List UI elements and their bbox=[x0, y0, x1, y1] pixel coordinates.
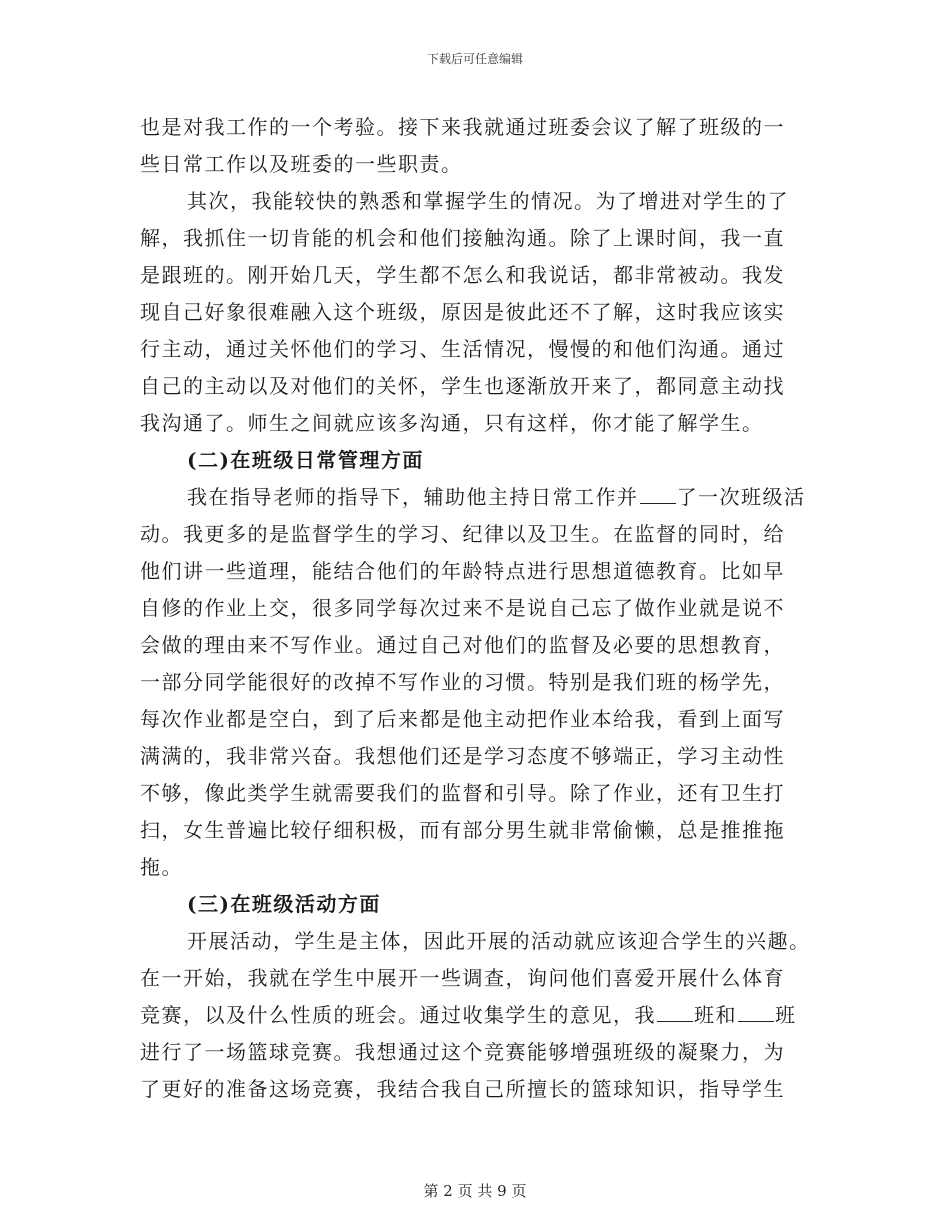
text-line: 一部分同学能很好的改掉不写作业的习惯。特别是我们班的杨学先， bbox=[140, 670, 785, 694]
text-line: 了更好的准备这场竞赛，我结合我自己所擅长的篮球知识，指导学生 bbox=[140, 1077, 785, 1101]
text-line: 些日常工作以及班委的一些职责。 bbox=[140, 152, 463, 176]
text-line: 开展活动，学生是主体，因此开展的活动就应该迎合学生的兴趣。 bbox=[187, 929, 811, 953]
text-segment: 班和 bbox=[694, 1003, 737, 1027]
text-segment: 班 bbox=[775, 1003, 797, 1027]
text-line: 我沟通了。师生之间就应该多沟通，只有这样，你才能了解学生。 bbox=[140, 411, 764, 435]
text-line: 进行了一场篮球竞赛。我想通过这个竞赛能够增强班级的凝聚力，为 bbox=[140, 1040, 785, 1064]
page-header-note: 下载后可任意编辑 bbox=[426, 52, 523, 66]
text-line: 在一开始，我就在学生中展开一些调查，询问他们喜爱开展什么体育 bbox=[140, 966, 785, 990]
text-line: 每次作业都是空白，到了后来都是他主动把作业本给我，看到上面写 bbox=[140, 707, 785, 731]
text-line bbox=[187, 485, 806, 509]
text-segment: 竞赛，以及什么性质的班会。通过收集学生的意见，我 bbox=[140, 1003, 656, 1027]
text-line: 自己的主动以及对他们的关怀，学生也逐渐放开来了，都同意主动找 bbox=[140, 374, 785, 398]
text-line: 不够，像此类学生就需要我们的监督和引导。除了作业，还有卫生打 bbox=[140, 781, 785, 805]
fill-blank bbox=[738, 1003, 774, 1022]
text-line: 也是对我工作的一个考验。接下来我就通过班委会议了解了班级的一 bbox=[140, 115, 785, 139]
text-line: 他们讲一些道理，能结合他们的年龄特点进行思想道德教育。比如早 bbox=[140, 559, 785, 583]
text-segment: 了一次班级活 bbox=[676, 485, 806, 509]
text-line: 动。我更多的是监督学生的学习、纪律以及卫生。在监督的同时，给 bbox=[140, 522, 785, 546]
text-line: 现自己好象很难融入这个班级，原因是彼此还不了解，这时我应该实 bbox=[140, 300, 785, 324]
text-line: 行主动，通过关怀他们的学习、生活情况，慢慢的和他们沟通。通过 bbox=[140, 337, 785, 361]
text-line bbox=[140, 1003, 797, 1027]
text-line: 扫，女生普遍比较仔细积极，而有部分男生就非常偷懒，总是推推拖 bbox=[140, 818, 785, 842]
fill-blank bbox=[657, 1003, 693, 1022]
text-line: 会做的理由来不写作业。通过自己对他们的监督及必要的思想教育， bbox=[140, 633, 785, 657]
text-line: 自修的作业上交，很多同学每次过来不是说自己忘了做作业就是说不 bbox=[140, 596, 785, 620]
text-line: 其次，我能较快的熟悉和掌握学生的情况。为了增进对学生的了 bbox=[187, 189, 789, 213]
section-heading: (二)在班级日常管理方面 bbox=[187, 448, 424, 472]
section-heading: (三)在班级活动方面 bbox=[187, 892, 381, 916]
page-number: 第 2 页 共 9 页 bbox=[423, 1182, 527, 1200]
text-line: 满满的，我非常兴奋。我想他们还是学习态度不够端正，学习主动性 bbox=[140, 744, 785, 768]
text-line: 是跟班的。刚开始几天，学生都不怎么和我说话，都非常被动。我发 bbox=[140, 263, 785, 287]
text-line: 解，我抓住一切肯能的机会和他们接触沟通。除了上课时间，我一直 bbox=[140, 226, 785, 250]
text-segment: 我在指导老师的指导下，辅助他主持日常工作并 bbox=[187, 485, 639, 509]
text-line: 拖。 bbox=[140, 855, 183, 879]
fill-blank bbox=[640, 485, 676, 504]
